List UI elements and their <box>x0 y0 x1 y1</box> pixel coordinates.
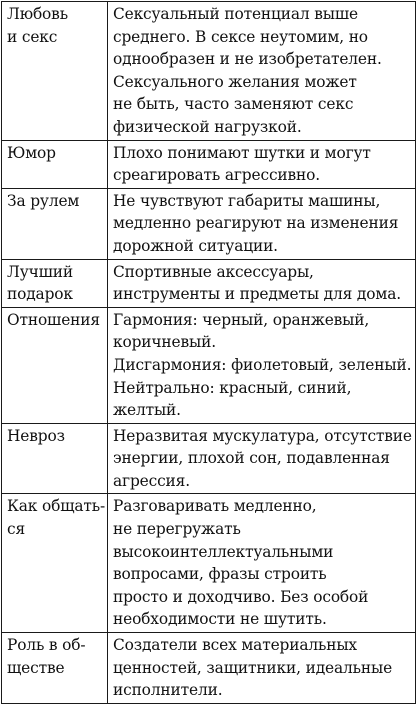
row-text-line: Плохо понимают шутки и могут <box>113 143 371 162</box>
table-row-gift <box>2 259 416 307</box>
row-text-line: необходимости не шутить. <box>113 610 327 629</box>
row-text-line: дорожной ситуации. <box>113 236 278 255</box>
row-text-line: коричневый. <box>113 333 216 352</box>
row-label-line: За рулем <box>7 191 80 210</box>
row-text-cell <box>108 140 416 188</box>
row-label-cell <box>2 188 108 259</box>
row-text-cell <box>108 494 416 633</box>
row-text-line: Сексуального желания может <box>113 72 357 91</box>
row-text-cell <box>108 188 416 259</box>
row-text-cell <box>108 259 416 307</box>
row-text-line: медленно реагируют на изменения <box>113 214 399 233</box>
row-label-cell <box>2 633 108 704</box>
table-row-relations <box>2 307 416 423</box>
row-text-cell <box>108 307 416 423</box>
row-label-cell <box>2 140 108 188</box>
table-row-love <box>2 2 416 141</box>
row-text-line: Создатели всех материальных <box>113 636 357 655</box>
row-text-line: энергии, плохой сон, подавленная <box>113 449 390 468</box>
row-label-cell <box>2 307 108 423</box>
row-label-line: Невроз <box>7 426 65 445</box>
row-label-line: Как общать- <box>7 497 106 516</box>
row-text-line: однообразен и не изобретателен. <box>113 50 382 69</box>
row-label-cell <box>2 2 108 141</box>
row-text-line: Спортивные аксессуары, <box>113 262 314 281</box>
row-label-cell <box>2 494 108 633</box>
row-label-line: подарок <box>7 285 73 304</box>
row-text-line: Неразвитая мускулатура, отсутствие <box>113 426 412 445</box>
row-label-line: Лучший <box>7 262 73 281</box>
row-text-line: не быть, часто заменяют секс <box>113 95 354 114</box>
row-text-cell <box>108 2 416 141</box>
row-text-line: среагировать агрессивно. <box>113 166 320 185</box>
row-text-cell <box>108 633 416 704</box>
row-label-line: Юмор <box>7 143 56 162</box>
row-text-line: желтый. <box>113 401 181 420</box>
row-text-line: ценностей, защитники, идеальные <box>113 658 393 677</box>
row-text-line: среднего. В сексе неутомим, но <box>113 27 368 46</box>
row-text-line: Не чувствуют габариты машины, <box>113 191 381 210</box>
table-row-neurosis <box>2 423 416 494</box>
traits-table <box>1 1 416 704</box>
row-label-line: ществе <box>7 658 65 677</box>
row-label-cell <box>2 423 108 494</box>
row-label-cell <box>2 259 108 307</box>
row-text-line: просто и доходчиво. Без особой <box>113 587 369 606</box>
row-text-line: Гармония: черный, оранжевый, <box>113 310 370 329</box>
row-text-line: физической нагрузкой. <box>113 117 302 136</box>
table-row-driving <box>2 188 416 259</box>
row-text-line: вопросами, фразы строить <box>113 565 327 584</box>
row-text-line: Дисгармония: фиолетовый, зеленый. <box>113 355 412 374</box>
row-label-line: и секс <box>7 27 58 46</box>
row-text-line: инструменты и предметы для дома. <box>113 285 401 304</box>
row-text-line: агрессия. <box>113 471 190 490</box>
table-row-humor <box>2 140 416 188</box>
row-label-line: Любовь <box>7 5 68 23</box>
row-label-line: Роль в об- <box>7 636 86 655</box>
row-label-line: Отношения <box>7 310 100 329</box>
row-label-line: ся <box>7 520 26 539</box>
row-text-line: высокоинтеллектуальными <box>113 542 334 561</box>
row-text-line: исполнители. <box>113 681 223 700</box>
row-text-line: Сексуальный потенциал выше <box>113 5 359 23</box>
row-text-line: Разговаривать медленно, <box>113 497 317 516</box>
row-text-line: Нейтрально: красный, синий, <box>113 378 352 397</box>
table-row-communication <box>2 494 416 633</box>
row-text-line: не перегружать <box>113 520 241 539</box>
table-row-role <box>2 633 416 704</box>
row-text-cell <box>108 423 416 494</box>
